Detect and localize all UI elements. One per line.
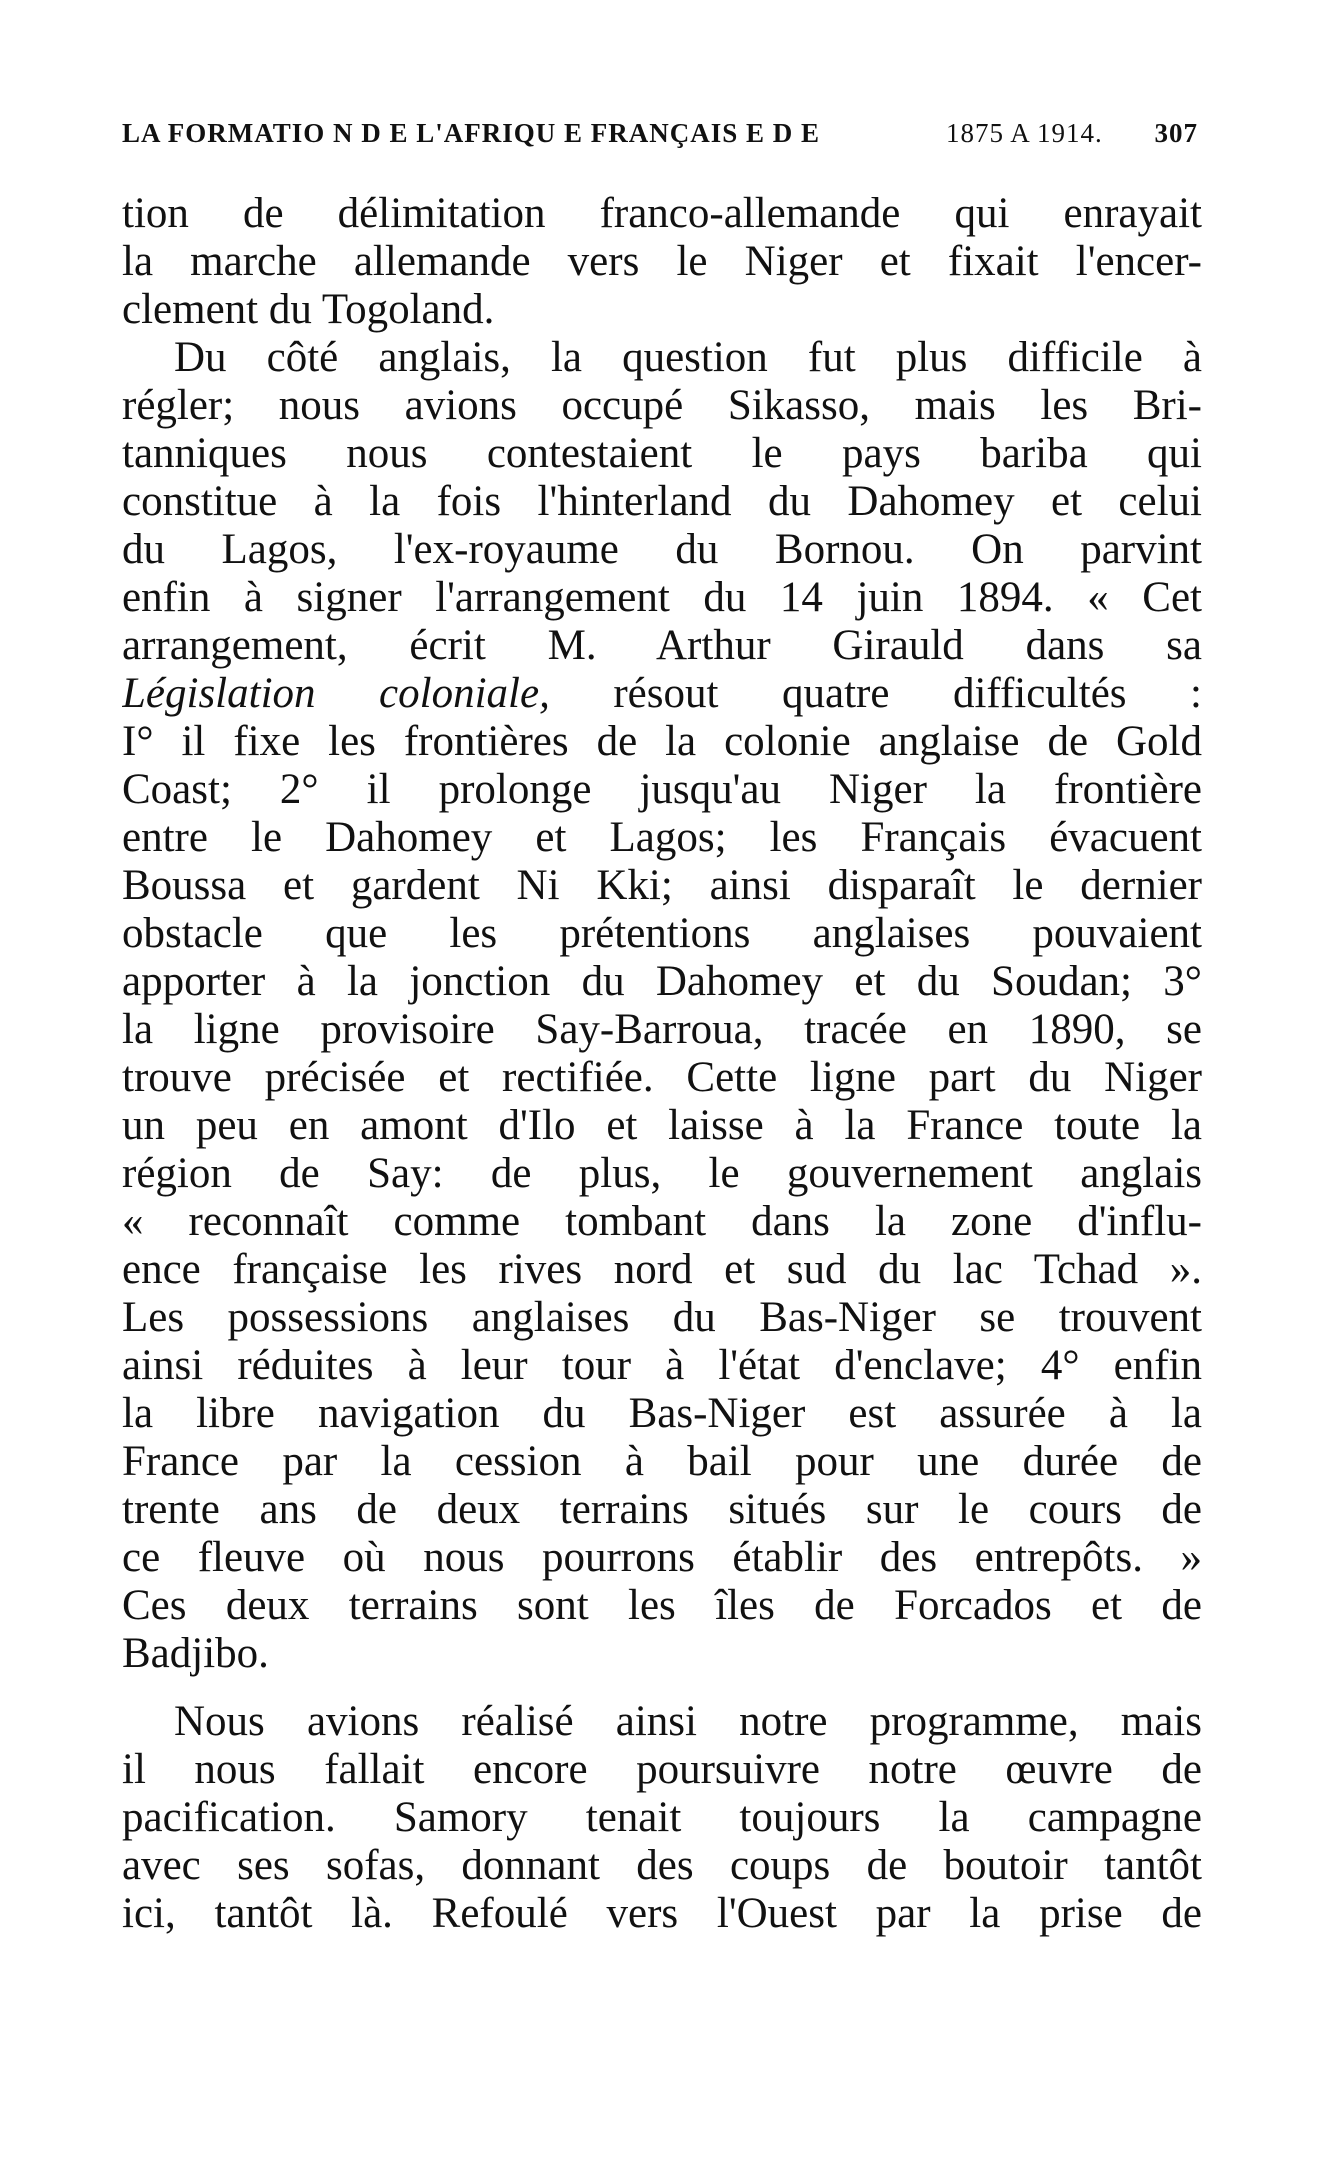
text-line: France par la cession à bail pour une durée de [122,1438,1202,1485]
book-title-italic: Législation coloniale, [122,670,550,717]
text-line: région de Say: de plus, le gouvernement anglais [122,1150,1202,1197]
page-number: 307 [1154,118,1198,148]
text-line: du Lagos, l'ex-royaume du Bornou. On parvint [122,526,1202,573]
text-line: la ligne provisoire Say-Barroua, tracée en 1890, se [122,1006,1202,1053]
text-line-rest: résout quatre difficultés : [549,670,1202,717]
running-years: 1875 A 1914. [946,118,1103,148]
text-line: Du côté anglais, la question fut plus difficile à [174,334,1202,381]
text-line: I° il fixe les frontières de la colonie anglaise de Gold [122,718,1202,765]
text-line: Ces deux terrains sont les îles de Forcados et de [122,1582,1202,1629]
paragraph-gap [122,1678,1202,1698]
text-line: tanniques nous contestaient le pays bariba qui [122,430,1202,477]
text-line: clement du Togoland. [122,286,495,333]
text-line: ici, tantôt là. Refoulé vers l'Ouest par la prise de [122,1890,1202,1937]
paragraph-2 [122,334,1202,1678]
text-line: la libre navigation du Bas-Niger est assurée à la [122,1390,1202,1437]
text-line: constitue à la fois l'hinterland du Dahomey et celui [122,478,1202,525]
text-line: régler; nous avions occupé Sikasso, mais les Bri- [122,382,1202,429]
text-line: enfin à signer l'arrangement du 14 juin 1894. « Cet [122,574,1202,621]
paragraph-3 [122,1698,1202,1938]
running-title: LA FORMATIO N D E L'AFRIQU E FRANÇAIS E D E [122,118,821,148]
text-line: ce fleuve où nous pourrons établir des entrepôts. » [122,1534,1202,1581]
body-text [122,190,1202,1938]
text-line: apporter à la jonction du Dahomey et du Soudan; 3° [122,958,1202,1005]
text-line: ainsi réduites à leur tour à l'état d'enclave; 4° enfin [122,1342,1202,1389]
text-line: pacification. Samory tenait toujours la campagne [122,1794,1202,1841]
text-line: « reconnaît comme tombant dans la zone d'influ- [122,1198,1202,1245]
text-line: trouve précisée et rectifiée. Cette ligne part du Niger [122,1054,1202,1101]
text-line: Nous avions réalisé ainsi notre programme, mais [174,1698,1202,1745]
text-line: un peu en amont d'Ilo et laisse à la France toute la [122,1102,1202,1149]
text-line: entre le Dahomey et Lagos; les Français évacuent [122,814,1202,861]
paragraph-1 [122,190,1202,334]
text-line: avec ses sofas, donnant des coups de boutoir tantôt [122,1842,1202,1889]
text-line [122,670,1202,718]
text-line: ence française les rives nord et sud du lac Tchad ». [122,1246,1202,1293]
text-line: obstacle que les prétentions anglaises pouvaient [122,910,1202,957]
text-line: trente ans de deux terrains situés sur le cours de [122,1486,1202,1533]
text-line: il nous fallait encore poursuivre notre œuvre de [122,1746,1202,1793]
text-line: la marche allemande vers le Niger et fixait l'encer- [122,238,1202,285]
text-line: Boussa et gardent Ni Kki; ainsi disparaît le dernier [122,862,1202,909]
running-header [122,118,1202,158]
text-line: Badjibo. [122,1630,269,1677]
text-line: Coast; 2° il prolonge jusqu'au Niger la frontière [122,766,1202,813]
text-line: tion de délimitation franco-allemande qui enrayait [122,190,1202,237]
text-line: Les possessions anglaises du Bas-Niger se trouvent [122,1294,1202,1341]
text-line: arrangement, écrit M. Arthur Girauld dans sa [122,622,1202,669]
